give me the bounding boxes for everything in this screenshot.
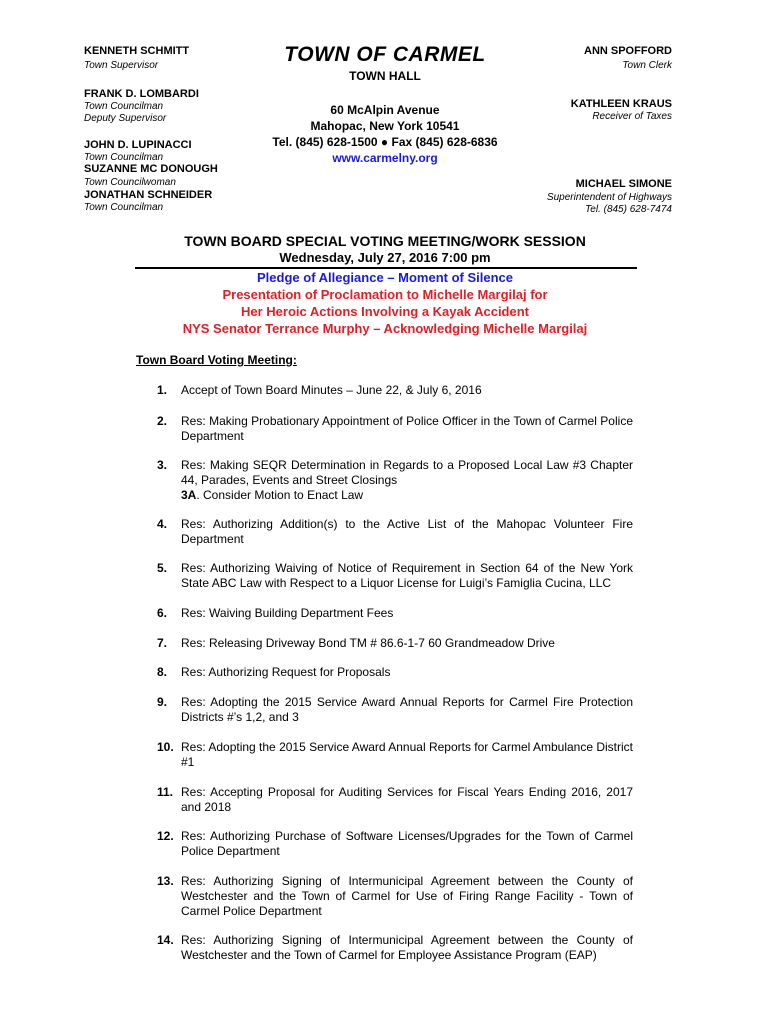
agenda-item: [157, 517, 633, 547]
agenda-item-number: 4.: [157, 517, 168, 531]
phone-fax-line: Tel. (845) 628-1500 ● Fax (845) 628-6836: [272, 135, 498, 149]
agenda-item-text: Res: Adopting the 2015 Service Award Annual Reports for Carmel Ambulance District #1: [181, 740, 634, 769]
proclamation-line1: Presentation of Proclamation to Michelle Margilaj for: [222, 287, 548, 302]
agenda-item-number: 10.: [157, 740, 174, 754]
title-divider: [135, 267, 637, 269]
agenda-item: [157, 561, 633, 591]
agenda-item: [157, 829, 633, 859]
agenda-item: [157, 383, 633, 398]
agenda-item-number: 3.: [157, 458, 168, 472]
agenda-item: [157, 665, 633, 680]
agenda-item-text: Res: Authorizing Addition(s) to the Active List of the Mahopac Volunteer Fire Department: [181, 517, 633, 546]
official-name-kraus: KATHLEEN KRAUS: [570, 98, 672, 110]
official-title-spofford: Town Clerk: [622, 60, 672, 71]
agenda-item: [157, 458, 633, 503]
official-title-lombardi-1: Town Councilman: [84, 101, 164, 112]
official-title-mcdonough: Town Councilwoman: [84, 177, 176, 188]
agenda-item-number: 2.: [157, 414, 168, 428]
proclamation-line2: Her Heroic Actions Involving a Kayak Accident: [240, 304, 529, 319]
agenda-item: [157, 695, 633, 725]
agenda-item-text: Res: Authorizing Signing of Intermunicipal Agreement between the County of Westchester and the Town of Carmel for Use of Firing Range Facility - Town of Carmel Police Department: [181, 874, 633, 918]
agenda-item-number: 13.: [157, 874, 174, 888]
town-hall-label: TOWN HALL: [349, 69, 421, 83]
agenda-item-number: 8.: [157, 665, 168, 679]
agenda-item-text: Res: Authorizing Request for Proposals: [181, 665, 391, 679]
meeting-date: Wednesday, July 27, 2016 7:00 pm: [279, 250, 491, 265]
official-title-schmitt: Town Supervisor: [84, 60, 159, 71]
senator-line: NYS Senator Terrance Murphy – Acknowledging Michelle Margilaj: [182, 321, 588, 336]
meeting-title: TOWN BOARD SPECIAL VOTING MEETING/WORK SESSION: [184, 233, 586, 249]
agenda-item-number: 12.: [157, 829, 174, 843]
agenda-item-text: Res: Authorizing Signing of Intermunicipal Agreement between the County of Westchester and the Town of Carmel for Employee Assistance Program (EAP): [181, 933, 633, 962]
agenda-item: [157, 785, 633, 815]
official-name-schneider: JONATHAN SCHNEIDER: [84, 189, 213, 201]
website-link[interactable]: www.carmelny.org: [332, 151, 438, 165]
agenda-item-text: Res: Authorizing Purchase of Software Licenses/Upgrades for the Town of Carmel Police Department: [181, 829, 633, 858]
agenda-item-number: 7.: [157, 636, 168, 650]
address-line2: Mahopac, New York 10541: [310, 119, 460, 133]
official-name-lombardi: FRANK D. LOMBARDI: [84, 88, 199, 100]
official-phone-simone: Tel. (845) 628-7474: [585, 204, 672, 215]
agenda-item-number: 11.: [157, 785, 174, 799]
agenda-item-text: Res: Adopting the 2015 Service Award Annual Reports for Carmel Fire Protection Districts #’s 1,2, and 3: [181, 695, 633, 724]
agenda-item-number: 9.: [157, 695, 168, 709]
agenda-item-number: 14.: [157, 933, 174, 947]
address-line1: 60 McAlpin Avenue: [330, 103, 440, 117]
agenda-item-text: Res: Waiving Building Department Fees: [181, 606, 394, 620]
official-title-simone: Superintendent of Highways: [546, 192, 672, 203]
agenda-item: [157, 874, 633, 919]
official-name-spofford: ANN SPOFFORD: [584, 45, 672, 57]
agenda-item: [157, 740, 633, 770]
official-name-mcdonough: SUZANNE MC DONOUGH: [84, 163, 218, 175]
agenda-item-number: 6.: [157, 606, 168, 620]
official-title-lupinacci: Town Councilman: [84, 152, 164, 163]
official-title-kraus: Receiver of Taxes: [592, 111, 672, 122]
agenda-item-text: Accept of Town Board Minutes – June 22, & July 6, 2016: [181, 383, 482, 397]
town-name: TOWN OF CARMEL: [284, 43, 486, 66]
agenda-subitem: [181, 488, 633, 503]
agenda-item-text: Res: Making Probationary Appointment of Police Officer in the Town of Carmel Police Department: [181, 414, 633, 443]
agenda-item-number: 5.: [157, 561, 168, 575]
pledge-line: Pledge of Allegiance – Moment of Silence: [257, 270, 513, 285]
agenda-item-number: 1.: [157, 383, 168, 397]
agenda-item: [157, 606, 633, 621]
section-heading: Town Board Voting Meeting:: [136, 353, 297, 367]
agenda-subitem-label: 3A: [181, 488, 197, 502]
official-name-schmitt: KENNETH SCHMITT: [84, 45, 190, 57]
agenda-item: [157, 636, 633, 651]
official-name-simone: MICHAEL SIMONE: [575, 178, 672, 190]
official-name-lupinacci: JOHN D. LUPINACCI: [84, 139, 192, 151]
agenda-item: [157, 933, 633, 963]
agenda-item-text: Res: Accepting Proposal for Auditing Services for Fiscal Years Ending 2016, 2017 and 2018: [181, 785, 633, 814]
agenda-subitem-text: . Consider Motion to Enact Law: [196, 488, 364, 502]
agenda-item: [157, 414, 633, 444]
agenda-item-text: Res: Authorizing Waiving of Notice of Requirement in Section 64 of the New York State ABC Law with Respect to a Liquor License for Luigi’s Famiglia Cucina, LLC: [181, 561, 633, 590]
agenda-item-text: Res: Making SEQR Determination in Regards to a Proposed Local Law #3 Chapter 44, Parades, Events and Street Closings: [181, 458, 633, 487]
official-title-schneider: Town Councilman: [84, 202, 164, 213]
official-title-lombardi-2: Deputy Supervisor: [84, 113, 167, 124]
agenda-item-text: Res: Releasing Driveway Bond TM # 86.6-1-7 60 Grandmeadow Drive: [181, 636, 555, 650]
